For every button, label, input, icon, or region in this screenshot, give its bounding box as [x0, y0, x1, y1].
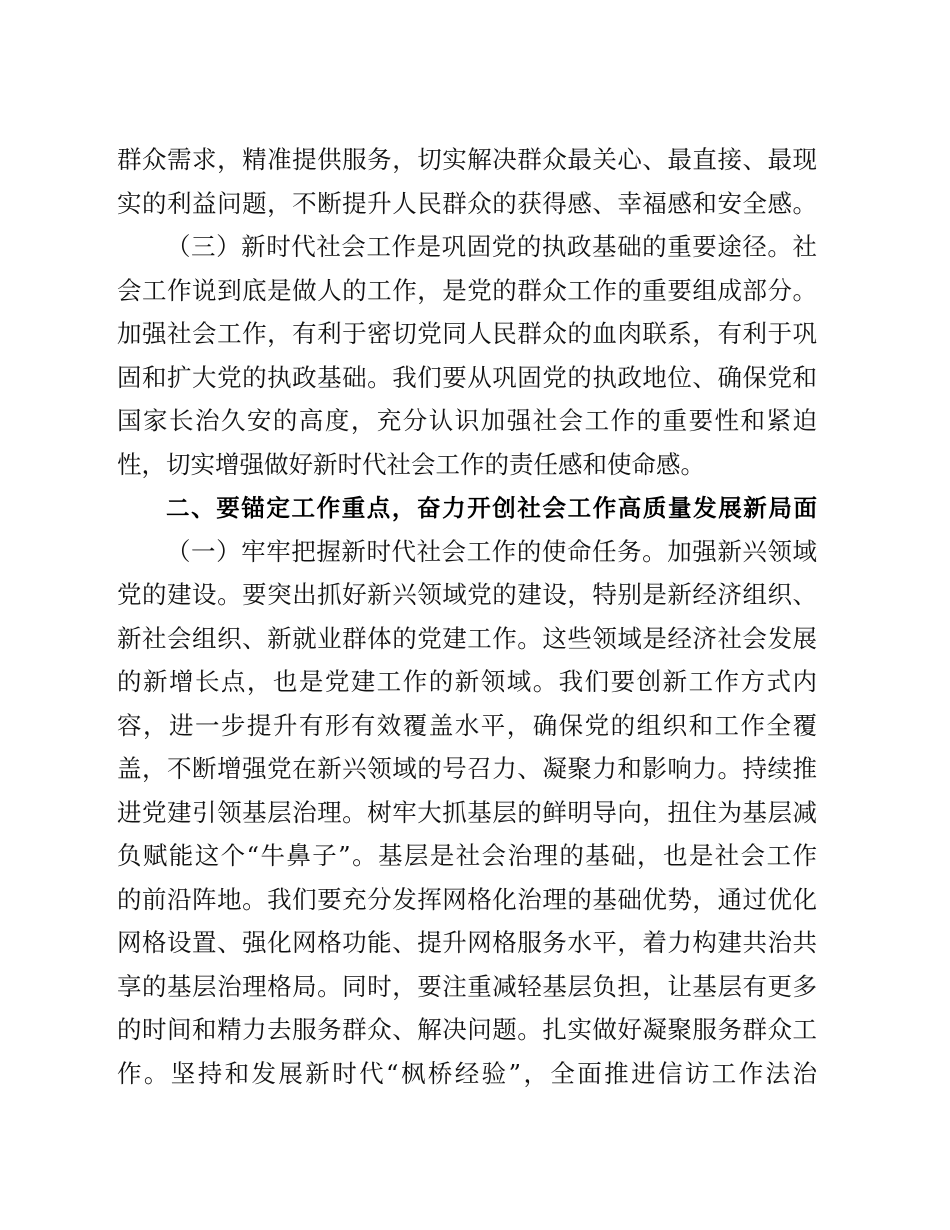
text-line: 国家长治久安的高度，充分认识加强社会工作的重要性和紧迫: [117, 406, 817, 435]
text-line: 群众需求，精准提供服务，切实解决群众最关心、最直接、最现: [117, 145, 817, 174]
subsection-start-line: （三）新时代社会工作是巩固党的执政基础的重要途径。社: [166, 232, 817, 261]
text-line: 实的利益问题，不断提升人民群众的获得感、幸福感和安全感。: [117, 189, 817, 218]
text-line: 进党建引领基层治理。树牢大抓基层的鲜明导向，扭住为基层减: [117, 798, 817, 827]
section-heading: 二、要锚定工作重点，奋力开创社会工作高质量发展新局面: [166, 494, 817, 522]
text-line: 负赋能这个“牛鼻子”。基层是社会治理的基础，也是社会工作: [117, 841, 817, 870]
text-line: 盖，不断增强党在新兴领域的号召力、凝聚力和影响力。持续推: [117, 754, 817, 783]
text-line: 的新增长点，也是党建工作的新领域。我们要创新工作方式内: [117, 667, 817, 696]
text-line: 网格设置、强化网格功能、提升网格服务水平，着力构建共治共: [117, 928, 817, 957]
text-line: 固和扩大党的执政基础。我们要从巩固党的执政地位、确保党和: [117, 363, 817, 392]
text-line: 加强社会工作，有利于密切党同人民群众的血肉联系，有利于巩: [117, 319, 817, 348]
text-line: 的时间和精力去服务群众、解决问题。扎实做好凝聚服务群众工: [117, 1015, 817, 1044]
text-line: 作。坚持和发展新时代“枫桥经验”，全面推进信访工作法治: [117, 1059, 817, 1088]
subsection-start-line: （一）牢牢把握新时代社会工作的使命任务。加强新兴领域: [166, 537, 817, 566]
text-line: 享的基层治理格局。同时，要注重减轻基层负担，让基层有更多: [117, 972, 817, 1001]
text-line: 的前沿阵地。我们要充分发挥网格化治理的基础优势，通过优化: [117, 885, 817, 914]
text-line: 容，进一步提升有形有效覆盖水平，确保党的组织和工作全覆: [117, 711, 817, 740]
text-line: 党的建设。要突出抓好新兴领域党的建设，特别是新经济组织、: [117, 580, 817, 609]
text-line: 会工作说到底是做人的工作，是党的群众工作的重要组成部分。: [117, 276, 817, 305]
text-line: 新社会组织、新就业群体的党建工作。这些领域是经济社会发展: [117, 624, 817, 653]
text-line: 性，切实增强做好新时代社会工作的责任感和使命感。: [117, 450, 705, 479]
